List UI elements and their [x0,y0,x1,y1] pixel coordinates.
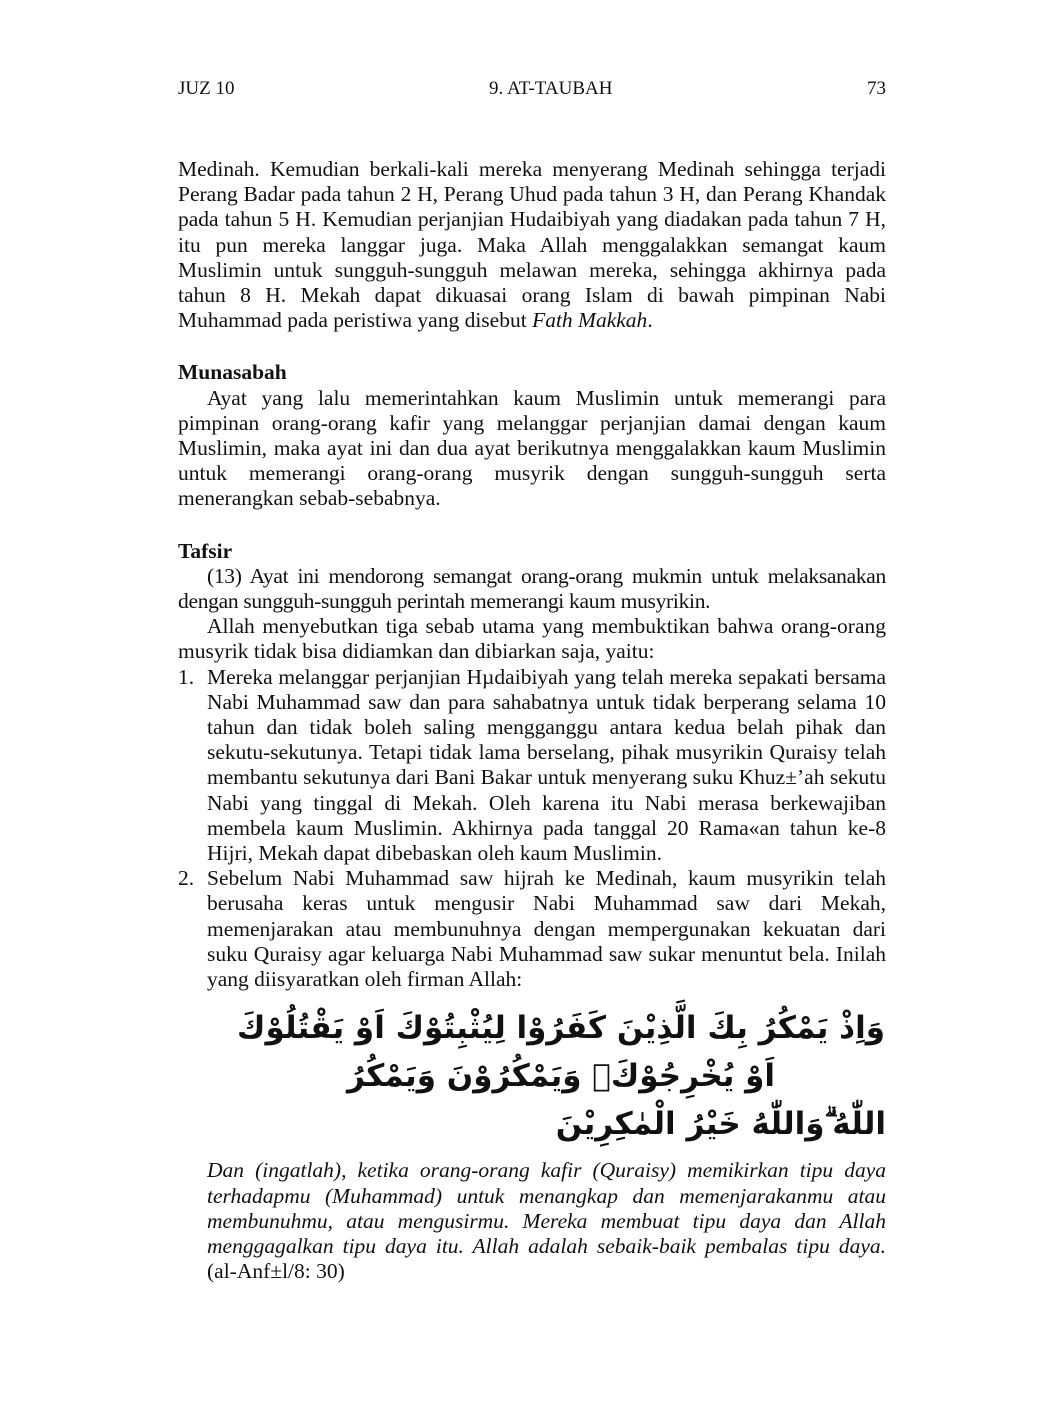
intro-italic-term: Fath Makkah [532,308,648,333]
list-item [178,866,886,992]
surah-title: 9. AT-TAUBAH [489,78,613,99]
munasabah-paragraph: Ayat yang lalu memerintahkan kaum Muslimin untuk memerangi para pimpinan orang-orang kafir yang melanggar perjanjian damai dengan kaum Muslimin, maka ayat ini dan dua ayat berikutnya menggalakkan kaum Muslimin untuk memerangi orang-orang musyrik dengan sungguh-sungguh serta menerangkan sebab-sebabnya. [178,385,886,511]
list-item-text: Sebelum Nabi Muhammad saw hijrah ke Medinah, kaum musyrikin telah berusaha keras untuk mengusir Nabi Muhammad saw dari Mekah, memenjarakan atau membunuhnya dengan mempergunakan kekuatan dari suku Quraisy agar keluarga Nabi Muhammad saw sukar menuntut bela. Inilah yang diisyaratkan oleh firman Allah: [207,866,886,992]
arabic-line-1: وَاِذْ يَمْكُرُ بِكَ الَّذِيْنَ كَفَرُوْا لِيُثْبِتُوْكَ اَوْ يَقْتُلُوْكَ اَوْ يُخْرِجُوْكَۗ وَيَمْكُرُوْنَ وَيَمْكُرُ [237,1010,885,1095]
verse-reference: (al-Anf±l/8: 30) [207,1259,345,1284]
verse-translation [178,1158,886,1284]
tafsir-paragraph-1: (13) Ayat ini mendorong semangat orang-orang mukmin untuk melaksanakan dengan sungguh-sungguh perintah memerangi kaum musyrikin. [178,563,886,614]
juz-label: JUZ 10 [178,78,235,99]
munasabah-heading: Munasabah [178,360,287,385]
list-item-number: 1. [178,664,195,689]
list-item [178,665,886,867]
intro-end: . [647,308,653,333]
intro-paragraph [178,157,886,333]
arabic-line-2: اللّٰهُ ۗوَاللّٰهُ خَيْرُ الْمٰكِرِيْنَ [555,1106,886,1143]
page-content [178,157,886,1284]
page-number: 73 [866,78,886,99]
tafsir-paragraph-2: Allah menyebutkan tiga sebab utama yang membuktikan bahwa orang-orang musyrik tidak bisa didiamkan dan dibiarkan saja, yaitu: [178,614,886,664]
page-header [178,76,886,102]
list-item-text: Mereka melanggar perjanjian Hµdaibiyah yang telah mereka sepakati bersama Nabi Muhammad saw dan para sahabatnya untuk tidak berperang selama 10 tahun dan tidak boleh saling mengganggu antara kedua belah pihak dan sekutu-sekutunya. Tetapi tidak lama berselang, pihak musyrikin Quraisy telah membantu sekutunya dari Bani Bakar untuk menyerang suku Khuz±’ah sekutu Nabi yang tinggal di Mekah. Oleh karena itu Nabi merasa berkewajiban membela kaum Muslimin. Akhirnya pada tanggal 20 Rama«an tahun ke-8 Hijri, Mekah dapat dibebaskan oleh kaum Muslimin. [207,664,886,866]
tafsir-heading: Tafsir [178,538,233,563]
quran-verse-arabic [236,1004,886,1148]
intro-text: Medinah. Kemudian berkali-kali mereka menyerang Medinah sehingga terjadi Perang Badar pada tahun 2 H, Perang Uhud pada tahun 3 H, dan Perang Khandak pada tahun 5 H. Kemudian perjanjian Hudaibiyah yang diadakan pada tahun 7 H, itu pun mereka langgar juga. Maka Allah menggalakkan semangat kaum Muslimin untuk sungguh-sungguh melawan mereka, sehingga akhirnya pada tahun 8 H. Mekah dapat dikuasai orang Islam di bawah pimpinan Nabi Muhammad pada peristiwa yang disebut [178,157,886,333]
translation-text: Dan (ingatlah), ketika orang-orang kafir (Quraisy) memikirkan tipu daya terhadapmu (Muhammad) untuk menangkap dan memenjarakanmu atau membunuhmu, atau mengusirmu. Mereka membuat tipu daya dan Allah menggagalkan tipu daya itu. Allah adalah sebaik-baik pembalas tipu daya. [207,1158,886,1258]
list-item-number: 2. [178,866,195,891]
reason-list [178,665,886,993]
